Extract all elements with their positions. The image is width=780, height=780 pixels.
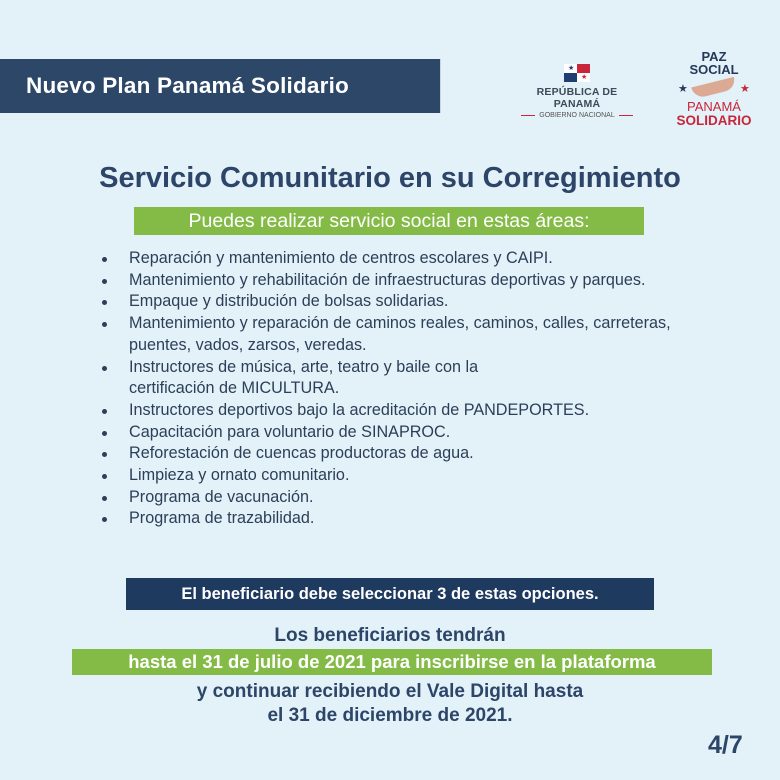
deadline-line4: el 31 de diciembre de 2021. xyxy=(267,705,513,726)
republica-logo xyxy=(512,64,642,119)
list-item: Mantenimiento y reparación de caminos reales, caminos, calles, carreteras, puentes, vados, zarsos, veredas. xyxy=(100,313,720,356)
bullet-icon xyxy=(102,409,107,414)
select-note-banner: El beneficiario debe seleccionar 3 de estas opciones. xyxy=(126,578,654,610)
list-item: Programa de trazabilidad. xyxy=(100,508,720,530)
paz-line1: PAZ xyxy=(701,49,727,64)
list-item: Mantenimiento y rehabilitación de infraestructuras deportivas y parques. xyxy=(100,270,720,292)
paz-line3: PANAMÁ xyxy=(687,99,741,114)
areas-list xyxy=(100,248,720,530)
republica-subtitle: GOBIERNO NACIONAL xyxy=(539,112,615,119)
header-title: Nuevo Plan Panamá Solidario xyxy=(26,73,349,98)
panama-flag-icon: ★ ★ xyxy=(564,64,590,82)
republica-title: REPÚBLICA DE PANAMÁ xyxy=(536,86,618,110)
list-item: Instructores de música, arte, teatro y baile con la certificación de MICULTURA. xyxy=(100,357,720,400)
list-item: Instructores deportivos bajo la acreditación de PANDEPORTES. xyxy=(100,400,720,422)
list-item: Programa de vacunación. xyxy=(100,487,720,509)
paz-line4: SOLIDARIO xyxy=(676,113,752,128)
bullet-icon xyxy=(102,257,107,262)
list-item: Reforestación de cuencas productoras de agua. xyxy=(100,443,720,465)
page-indicator: 4/7 xyxy=(708,731,743,759)
list-item: Empaque y distribución de bolsas solidarias. xyxy=(100,291,720,313)
star-icon: ★ xyxy=(678,83,688,95)
deadline-line3: y continuar recibiendo el Vale Digital hasta xyxy=(196,681,584,702)
republica-subtitle-row xyxy=(512,112,642,119)
bullet-icon xyxy=(102,496,107,501)
bullet-icon xyxy=(102,322,107,327)
list-item: Limpieza y ornato comunitario. xyxy=(100,465,720,487)
bullet-icon xyxy=(102,300,107,305)
star-icon: ★ xyxy=(740,83,750,95)
header-banner xyxy=(0,59,441,113)
hand-icon-row xyxy=(662,76,766,100)
bullet-icon xyxy=(102,474,107,479)
deadline-line1: Los beneficiarios tendrán xyxy=(274,625,506,646)
list-item: Reparación y mantenimiento de centros escolares y CAIPI. xyxy=(100,248,720,270)
bullet-icon xyxy=(102,366,107,371)
paz-social-logo xyxy=(662,50,766,128)
page-title: Servicio Comunitario en su Corregimiento xyxy=(99,162,681,194)
bullet-icon xyxy=(102,452,107,457)
bullet-icon xyxy=(102,517,107,522)
bullet-icon xyxy=(102,431,107,436)
bullet-icon xyxy=(102,279,107,284)
deadline-highlight: hasta el 31 de julio de 2021 para inscribirse en la plataforma xyxy=(72,649,712,675)
hand-icon xyxy=(691,77,737,99)
list-item: Capacitación para voluntario de SINAPROC. xyxy=(100,422,720,444)
areas-subtitle: Puedes realizar servicio social en estas áreas: xyxy=(134,207,644,235)
paz-line2: SOCIAL xyxy=(689,62,739,77)
